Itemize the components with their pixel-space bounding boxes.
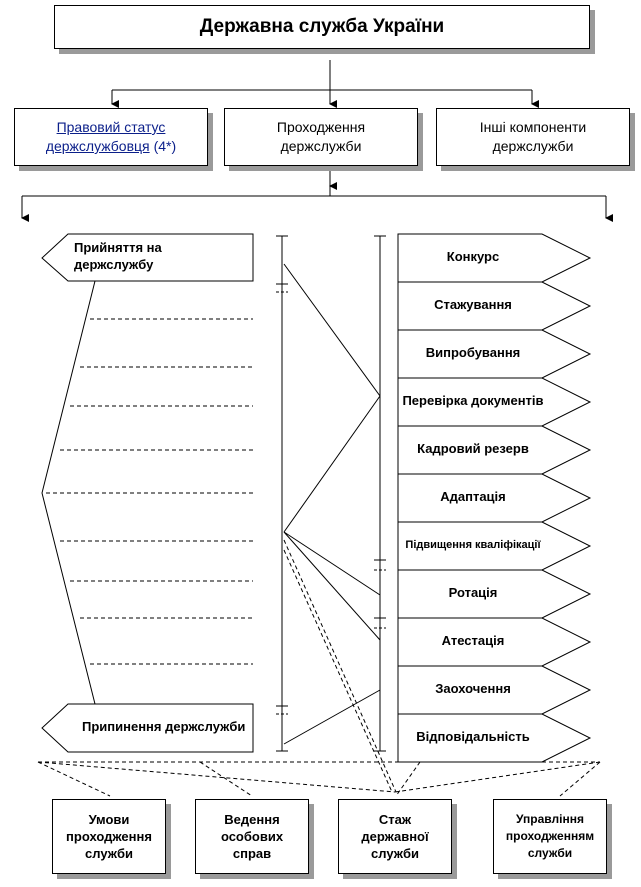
bottom-box-line: служби [371,846,419,861]
process-connector [22,170,606,218]
stage-rotation: Ротація [448,585,498,600]
top-connector [112,60,532,104]
bottom-box-management [493,799,607,874]
left-bracket [276,236,288,751]
stage-hire-label: Прийняття на держслужбу [74,240,162,272]
title-box [54,5,590,49]
bottom-box-line: служби [85,846,133,861]
relation-lines [284,264,380,744]
other-components-line1: Інші компоненти [479,119,587,135]
bottom-box-conditions [52,799,166,874]
stage-qualification: Підвищення кваліфікації [405,539,541,551]
bottom-box-line: Ведення [224,812,280,827]
bottom-box-line: Управління [516,812,584,826]
stage-personnel-reserve: Кадровий резерв [417,441,529,456]
stage-competition: Конкурс [446,249,500,264]
stage-internship: Стажування [434,297,512,312]
bottom-box-line: особових [220,829,284,844]
page-title: Державна служба України [199,16,445,37]
stage-responsibility: Відповідальність [416,729,530,744]
bottom-box-personal-files [195,799,309,874]
bottom-box-line: проходженням [505,829,595,843]
service-process-line2: держслужби [280,138,362,154]
bottom-box-line: проходження [66,829,152,844]
legal-status-line1[interactable]: Правовий статус [56,119,166,135]
bottom-box-line: державної [361,829,429,844]
stage-document-check: Перевірка документів [402,393,544,408]
bottom-box-line: справ [232,846,272,861]
service-process-box [224,108,418,166]
stage-probation: Випробування [425,345,521,360]
right-bracket [374,236,386,751]
stage-encouragement: Заохочення [435,681,511,696]
legal-status-line2[interactable]: держслужбовця [45,138,150,154]
bottom-box-seniority [338,799,452,874]
bottom-box-line: Умови [88,812,130,827]
stage-attestation: Атестація [441,633,505,648]
service-process-line1: Проходження [276,119,366,135]
legal-status-box[interactable] [14,108,208,166]
legal-status-suffix: (4*) [153,138,177,154]
other-components-line2: держслужби [492,138,574,154]
stage-termination-label: Припинення держслужби [82,719,246,734]
other-components-box [436,108,630,166]
bottom-box-line: служби [527,846,573,860]
bottom-box-line: Стаж [378,812,412,827]
stage-adaptation: Адаптація [440,489,506,504]
